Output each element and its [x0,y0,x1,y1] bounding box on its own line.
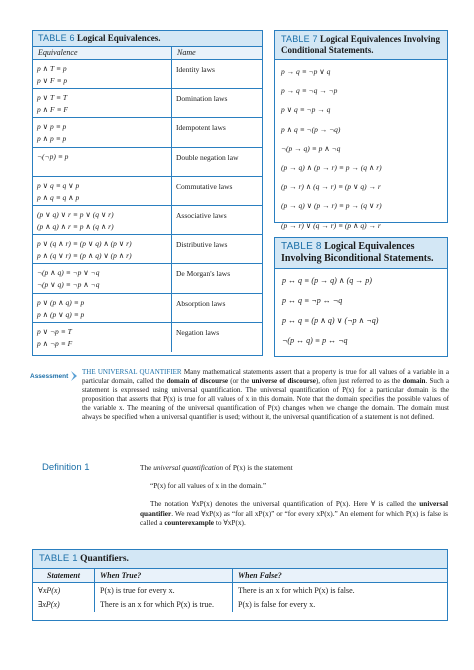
equivalence-item: (p → r) ∨ (q → r) ≡ (p ∧ q) → r [281,220,381,230]
table-8-list [275,269,447,353]
equivalence-cell: p ∨ q ≡ q ∨ p p ∧ q ≡ q ∧ p [33,177,172,205]
definition-1-body [140,463,448,528]
equivalence-item: p ∧ q ≡ ¬(p → ¬q) [281,124,341,134]
table-6-title [33,31,262,47]
equivalence-cell: ¬(¬p) ≡ p [33,148,172,176]
law-name-cell: Negation laws [176,327,220,337]
table-row [33,323,262,352]
table-8-label: TABLE 8 [281,241,322,252]
col-equivalence: Equivalence [33,47,172,59]
equivalence-item: (p → q) ∧ (p → r) ≡ p → (q ∧ r) [281,163,382,173]
equivalence-cell: p ∨ (q ∧ r) ≡ (p ∨ q) ∧ (p ∨ r) p ∧ (q ∨ r) ≡ (p ∧ q) ∨ (p ∧ r) [33,235,172,263]
equivalence-cell: p ∨ T ≡ T p ∧ F ≡ F [33,89,172,117]
header-when-true: When True? [95,569,233,582]
table-1-label: TABLE 1 [39,553,78,564]
equivalence-item: p ∨ q ≡ ¬p → q [281,105,331,115]
table-7-list [275,60,447,237]
table-8-name: Logical Equivalences Involving Biconditional Statements. [281,241,434,264]
table-1-body [33,583,447,612]
equivalence-cell: ¬(p ∧ q) ≡ ¬p ∨ ¬q ¬(p ∨ q) ≡ ¬p ∧ ¬q [33,264,172,292]
equivalence-item: ¬(p ↔ q) ≡ p ↔ ¬q [282,336,348,345]
equivalence-item: p ↔ q ≡ ¬p ↔ ¬q [282,296,343,305]
table-row [33,206,262,235]
assessment-badge[interactable] [30,370,80,382]
law-name-cell: Commutative laws [176,181,233,191]
law-name-cell: De Morgan's laws [176,269,231,279]
table-row: ∀xP(x) P(x) is true for every x. There is an x for which P(x) is false. [33,583,447,598]
table-8 [274,237,448,357]
table-1-title [33,550,447,569]
table-6-name: Logical Equivalences. [77,33,161,43]
table-row [33,60,262,89]
law-name-cell: Double negation law [176,152,239,162]
universal-quantifier-heading: THE UNIVERSAL QUANTIFIER [82,368,182,376]
table-7 [274,30,448,230]
table-1-name: Quantifiers. [80,554,129,564]
equivalence-item: p → q ≡ ¬q → ¬p [281,86,338,96]
definition-line: The universal quantification of P(x) is the statement [140,463,293,472]
assessment-paragraph: THE UNIVERSAL QUANTIFIER Many mathematical statements assert that a property is true for all values of a variable in a particular domain, called the domain of discourse (or the universe of discourse), often just referred to as the domain. Such a statement is expressed using universal quantification. The universal quantification of P(x) for a particular domain is the proposition that asserts that P(x) is true for all values of x in this domain. Note that the domain specifies the possible values of the variable x. The meaning of the universal quantification of P(x) changes when we change the domain. The domain must always be specified when a universal quantifier is used; without it, the universal quantification of a statement is not defined. [82,368,449,422]
table-row [33,294,262,323]
law-name-cell: Absorption laws [176,298,226,308]
chevron-right-icon [70,370,80,382]
table-7-label: TABLE 7 [281,34,318,44]
header-when-false: When False? [238,571,282,580]
table-row [33,89,262,118]
definition-quote: “P(x) for all values of x in the domain.” [150,480,267,490]
table-row [33,235,262,264]
table-6-header [33,47,262,60]
equivalence-item: (p → q) ∨ (p → r) ≡ p → (q ∨ r) [281,201,382,211]
equivalence-cell: p ∨ ¬p ≡ T p ∧ ¬p ≡ F [33,323,172,352]
table-1 [32,549,448,621]
table-6-label: TABLE 6 [38,33,75,43]
equivalence-cell: p ∨ p ≡ p p ∧ p ≡ p [33,118,172,146]
table-row [33,148,262,177]
table-row [33,264,262,293]
table-row: ∃xP(x) There is an x for which P(x) is true. P(x) is false for every x. [33,598,447,612]
assessment-label: Assessment [30,372,69,380]
law-name-cell: Distributive laws [176,240,228,250]
table-6 [32,30,263,356]
col-name: Name [177,48,196,57]
definition-notation: The notation ∀xP(x) denotes the universal quantification of P(x). Here ∀ is called the universal quantifier. We read ∀xP(x) as “for all xP(x)” or “for every xP(x).” An element for which P(x) is false is called a counterexample to ∀xP(x). [140,499,448,527]
law-name-cell: Associative laws [176,210,227,220]
equivalence-item: p ↔ q ≡ (p → q) ∧ (q → p) [282,276,372,285]
equivalence-cell: p ∨ (p ∧ q) ≡ p p ∧ (p ∨ q) ≡ p [33,294,172,322]
table-row [33,118,262,147]
definition-1-label: Definition 1 [42,462,90,473]
equivalence-item: ¬(p → q) ≡ p ∧ ¬q [281,143,341,153]
equivalence-item: (p → r) ∧ (q → r) ≡ (p ∨ q) → r [281,182,381,192]
equivalence-item: p ↔ q ≡ (p ∧ q) ∨ (¬p ∧ ¬q) [282,316,379,325]
table-1-header [33,569,447,583]
header-statement: Statement [33,569,95,582]
equivalence-item: p → q ≡ ¬p ∨ q [281,67,331,76]
table-7-title [275,31,447,60]
law-name-cell: Domination laws [176,94,228,104]
law-name-cell: Identity laws [176,65,215,74]
equivalence-cell: p ∧ T ≡ p p ∨ F ≡ p [33,60,172,88]
law-name-cell: Idempotent laws [176,123,226,133]
table-row [33,177,262,206]
table-8-title [275,238,447,269]
equivalence-cell: (p ∨ q) ∨ r ≡ p ∨ (q ∨ r) (p ∧ q) ∧ r ≡ p ∧ (q ∧ r) [33,206,172,234]
table-7-name: Logical Equivalences Involving Conditional Statements. [281,34,441,55]
